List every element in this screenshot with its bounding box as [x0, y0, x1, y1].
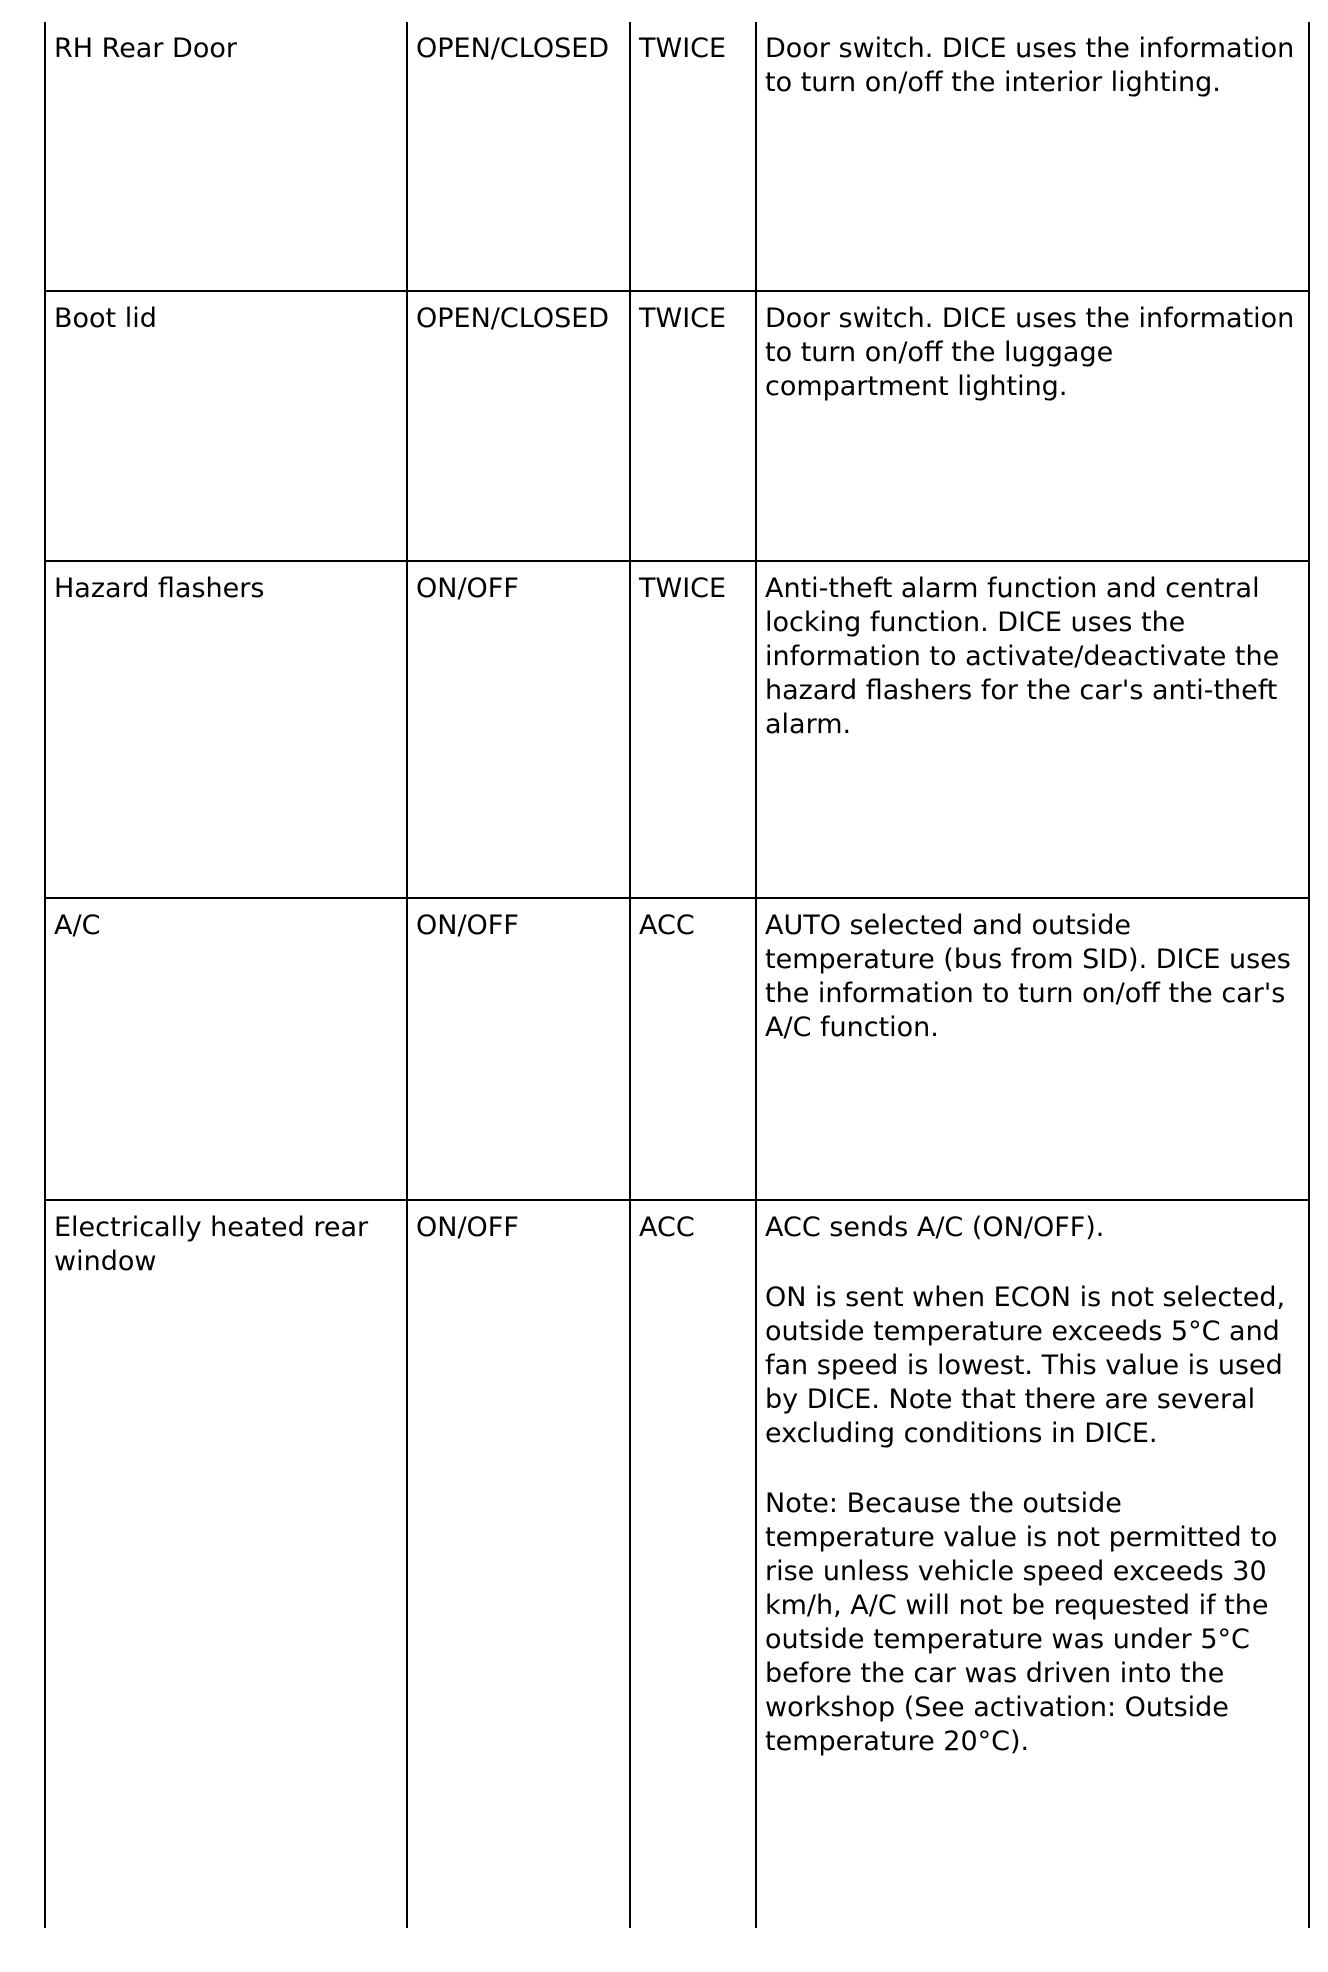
table-row: [44, 562, 1310, 899]
source-cell: TWICE: [631, 22, 757, 290]
source-cell: ACC: [631, 1201, 757, 1928]
component-cell: A/C: [46, 899, 408, 1199]
description-text: Anti-theft alarm function and central locking function. DICE uses the information to activate/deactivate the hazard flashers for the car's anti-theft alarm.: [765, 573, 1280, 740]
table-row: [44, 1201, 1310, 1928]
description-cell: [757, 292, 1308, 560]
description-cell: [757, 22, 1308, 290]
description-cell: [757, 1201, 1308, 1928]
status-cell: ON/OFF: [408, 562, 631, 897]
description-text: ACC sends A/C (ON/OFF).: [765, 1212, 1105, 1243]
table-row: [44, 22, 1310, 292]
table-row: [44, 292, 1310, 562]
status-cell: ON/OFF: [408, 899, 631, 1199]
status-cell: ON/OFF: [408, 1201, 631, 1928]
description-text: ON is sent when ECON is not selected, outside temperature exceeds 5°C and fan speed is lowest. This value is used by DICE. Note that there are several excluding conditions in DICE.: [765, 1282, 1286, 1449]
component-cell: RH Rear Door: [46, 22, 408, 290]
source-cell: TWICE: [631, 292, 757, 560]
description-text: Door switch. DICE uses the information to turn on/off the interior lighting.: [765, 33, 1295, 98]
source-cell: ACC: [631, 899, 757, 1199]
description-text: Note: Because the outside temperature value is not permitted to rise unless vehicle speed exceeds 30 km/h, A/C will not be requested if the outside temperature was under 5°C before the car was driven into the workshop (See activation: Outside temperature 20°C).: [765, 1488, 1278, 1757]
description-text: AUTO selected and outside temperature (bus from SID). DICE uses the information to turn on/off the car's A/C function.: [765, 910, 1291, 1043]
component-cell: Hazard flashers: [46, 562, 408, 897]
source-cell: TWICE: [631, 562, 757, 897]
component-cell: Boot lid: [46, 292, 408, 560]
table-row: [44, 899, 1310, 1201]
signal-table: [44, 22, 1310, 1928]
status-cell: OPEN/CLOSED: [408, 22, 631, 290]
description-cell: [757, 899, 1308, 1199]
component-cell: Electrically heated rear window: [46, 1201, 408, 1928]
description-cell: [757, 562, 1308, 897]
description-text: Door switch. DICE uses the information to turn on/off the luggage compartment lighting.: [765, 303, 1295, 402]
status-cell: OPEN/CLOSED: [408, 292, 631, 560]
